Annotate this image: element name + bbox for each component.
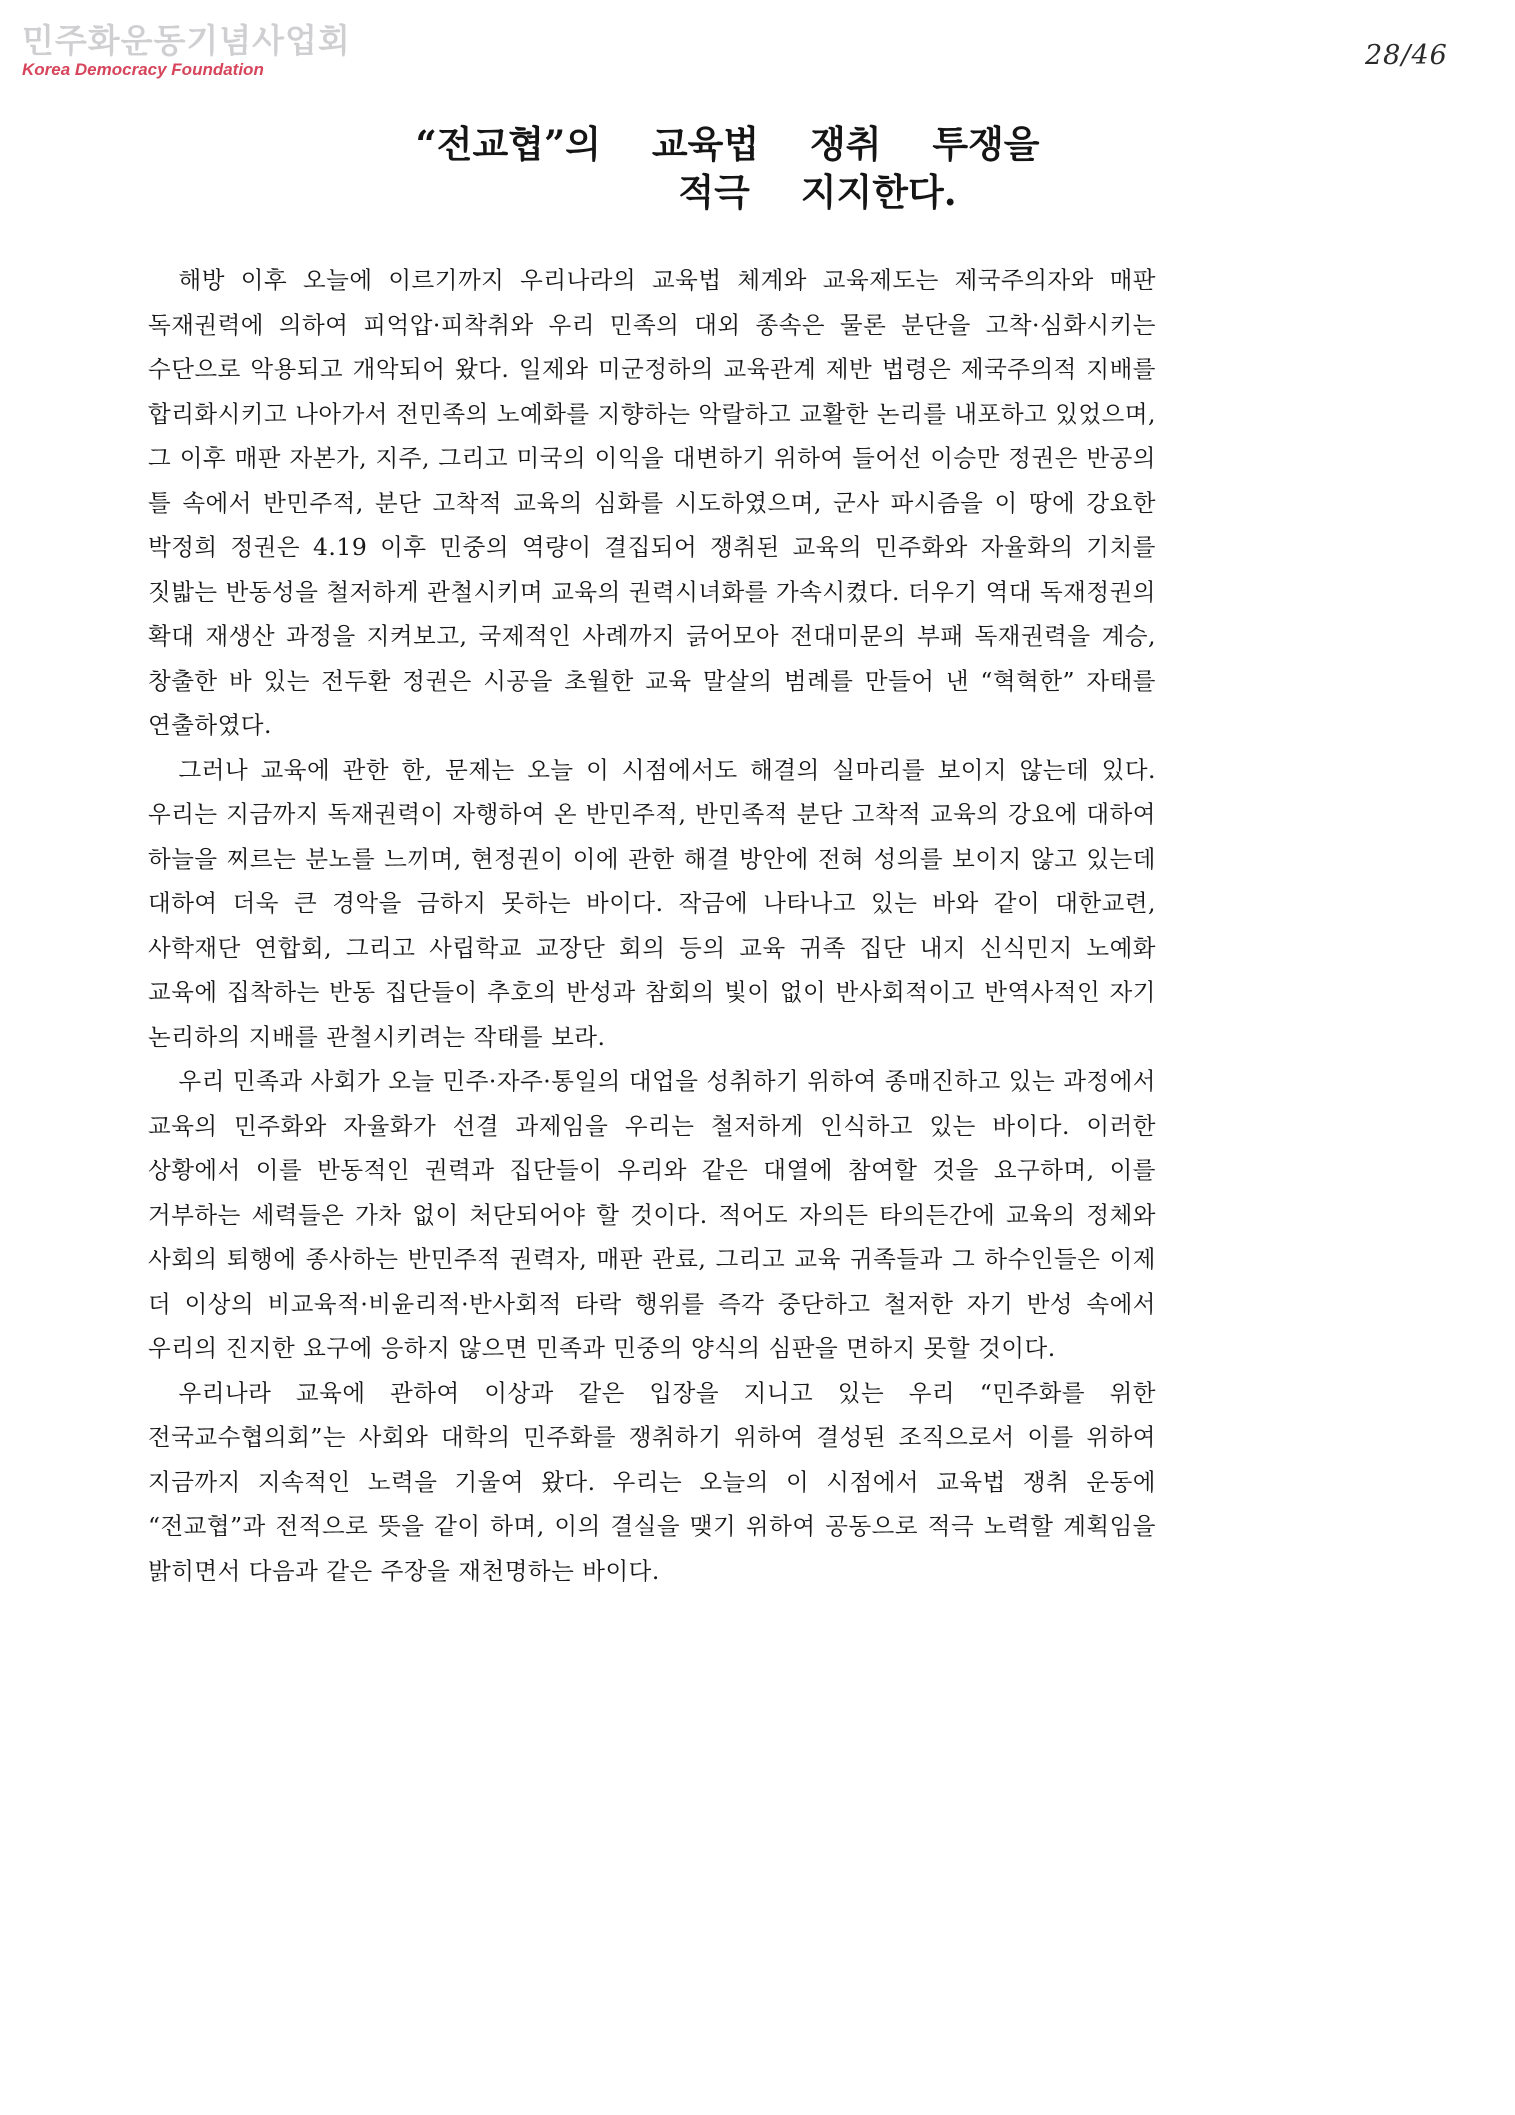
watermark-korean-text: 민주화운동기념사업회 xyxy=(22,21,351,60)
paragraph-4: 우리나라 교육에 관하여 이상과 같은 입장을 지니고 있는 우리 “민주화를 위한 전국교수협의회”는 사회와 대학의 민주화를 쟁취하기 위하여 결성된 조직으로서 이를 위하여 지금까지 지속적인 노력을 기울여 왔다. 우리는 오늘의 이 시점에서 교육법 쟁취 운동에 “전교협”과 전적으로 뜻을 같이 하며, 이의 결실을 맺기 위하여 공동으로 적극 노력할 계획임을 밝히면서 다음과 같은 주장을 재천명하는 바이다. xyxy=(148,1378,1156,1585)
title-line-1: “전교협”의 교육법 쟁취 투쟁을 xyxy=(415,122,1040,166)
paragraph-2: 그러나 교육에 관한 한, 문제는 오늘 이 시점에서도 해결의 실마리를 보이지 않는데 있다. 우리는 지금까지 독재권력이 자행하여 온 반민주적, 반민족적 분단 고착적 교육의 강요에 대하여 하늘을 찌르는 분노를 느끼며, 현정권이 이에 관한 해결 방안에 전혀 성의를 보이지 않고 있는데 대하여 더욱 큰 경악을 금하지 못하는 바이다. 작금에 나타나고 있는 바와 같이 대한교련, 사학재단 연합회, 그리고 사립학교 교장단 회의 등의 교육 귀족 집단 내지 신식민지 노예화 교육에 집착하는 반동 집단들이 추호의 반성과 참회의 빛이 없이 반사회적이고 반역사적인 자기 논리하의 지배를 관철시키려는 작태를 보라. xyxy=(148,755,1156,1051)
watermark-logo xyxy=(22,21,351,80)
watermark-english-text: Korea Democracy Foundation xyxy=(22,60,264,79)
paragraph-1: 해방 이후 오늘에 이르기까지 우리나라의 교육법 체계와 교육제도는 제국주의자와 매판 독재권력에 의하여 피억압·피착취와 우리 민족의 대외 종속은 물론 분단을 고착·심화시키는 수단으로 악용되고 개악되어 왔다. 일제와 미군정하의 교육관계 제반 법령은 제국주의적 지배를 합리화시키고 나아가서 전민족의 노예화를 지향하는 악랄하고 교활한 논리를 내포하고 있었으며, 그 이후 매판 자본가, 지주, 그리고 미국의 이익을 대변하기 위하여 들어선 이승만 정권은 반공의 틀 속에서 반민주적, 분단 고착적 교육의 심화를 시도하였으며, 군사 파시즘을 이 땅에 강요한 박정희 정권은 4.19 이후 민중의 역량이 결집되어 쟁취된 교육의 민주화와 자율화의 기치를 짓밟는 반동성을 철저하게 관철시키며 교육의 권력시녀화를 가속시켰다. 더우기 역대 독재정권의 확대 재생산 과정을 지켜보고, 국제적인 사례까지 긁어모아 전대미문의 부패 독재권력을 계승, 창출한 바 있는 전두환 정권은 시공을 초월한 교육 말살의 범례를 만들어 낸 “혁혁한” 자태를 연출하였다. xyxy=(148,266,1156,739)
page-number: 28/46 xyxy=(1365,40,1448,71)
document-title xyxy=(0,120,1515,216)
paragraph-3: 우리 민족과 사회가 오늘 민주·자주·통일의 대업을 성취하기 위하여 종매진하고 있는 과정에서 교육의 민주화와 자율화가 선결 과제임을 우리는 철저하게 인식하고 있는 바이다. 이러한 상황에서 이를 반동적인 권력과 집단들이 우리와 같은 대열에 참여할 것을 요구하며, 이를 거부하는 세력들은 가차 없이 처단되어야 할 것이다. 적어도 자의든 타의든간에 교육의 정체와 사회의 퇴행에 종사하는 반민주적 권력자, 매판 관료, 그리고 교육 귀족들과 그 하수인들은 이제 더 이상의 비교육적·비윤리적·반사회적 타락 행위를 즉각 중단하고 철저한 자기 반성 속에서 우리의 진지한 요구에 응하지 않으면 민족과 민중의 양식의 심판을 면하지 못할 것이다. xyxy=(148,1067,1156,1362)
document-body xyxy=(148,258,1156,1593)
title-line-2: 적극 지지한다. xyxy=(678,170,957,214)
